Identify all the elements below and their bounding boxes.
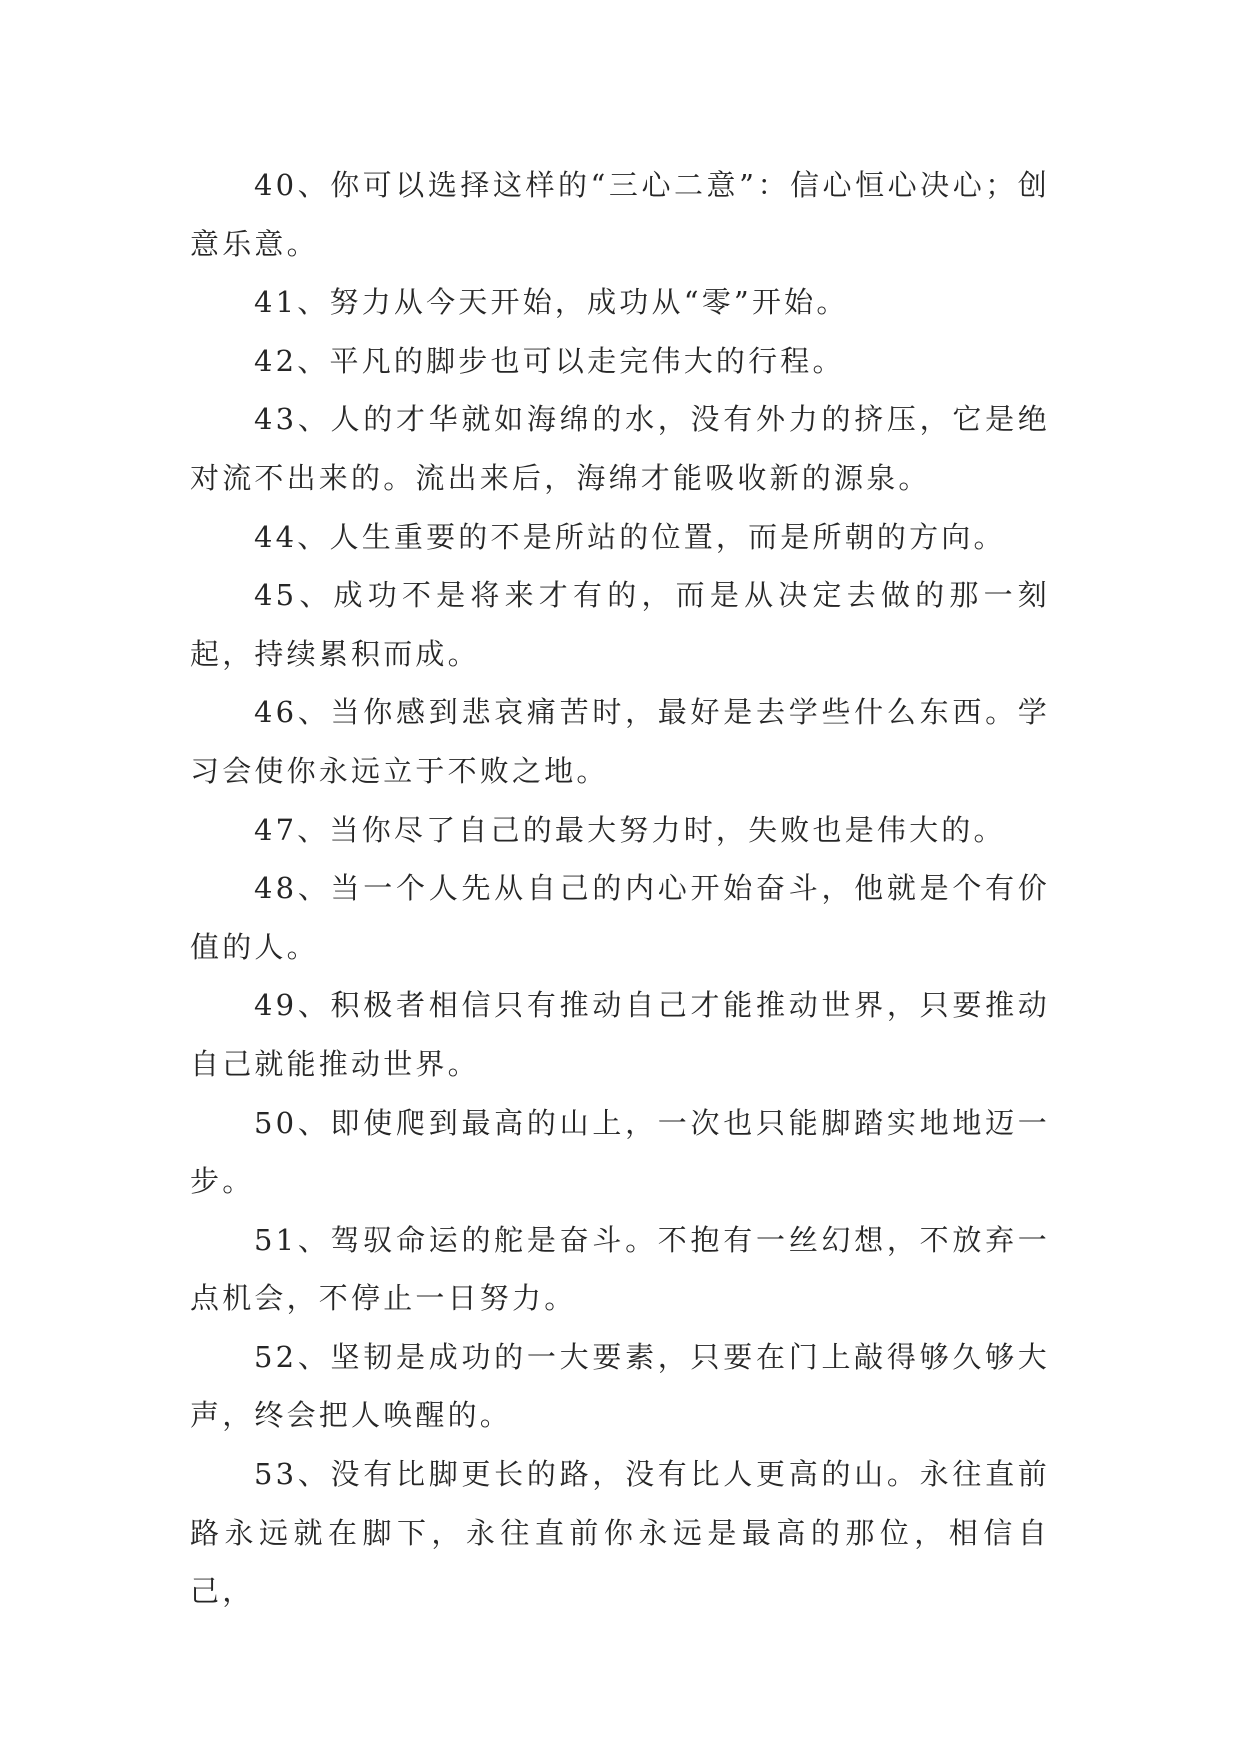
quote-paragraph-40: 40、你可以选择这样的“三心二意”：信心恒心决心；创意乐意。: [190, 168, 1050, 261]
quote-paragraph-52: 52、坚韧是成功的一大要素，只要在门上敲得够久够大声，终会把人唤醒的。: [190, 1339, 1050, 1433]
quote-paragraph-46: 46、当你感到悲哀痛苦时，最好是去学些什么东西。学习会使你永远立于不败之地。: [190, 695, 1050, 788]
document-body: [190, 156, 1050, 1621]
quote-paragraph-51: 51、驾驭命运的舵是奋斗。不抱有一丝幻想，不放弃一点机会，不停止一日努力。: [190, 1222, 1050, 1316]
quote-paragraph-49: 49、积极者相信只有推动自己才能推动世界，只要推动自己就能推动世界。: [190, 988, 1050, 1081]
quote-paragraph-42: 42、平凡的脚步也可以走完伟大的行程。: [254, 343, 845, 378]
quote-paragraph-53: 53、没有比脚更长的路，没有比人更高的山。永往直前路永远就在脚下，永往直前你永远是最高的那位，相信自己，: [190, 1457, 1050, 1609]
quote-paragraph-47: 47、当你尽了自己的最大努力时，失败也是伟大的。: [254, 812, 1006, 847]
quote-paragraph-48: 48、当一个人先从自己的内心开始奋斗，他就是个有价值的人。: [190, 871, 1050, 964]
quote-paragraph-45: 45、成功不是将来才有的，而是从决定去做的那一刻起，持续累积而成。: [190, 578, 1050, 671]
quote-paragraph-50: 50、即使爬到最高的山上，一次也只能脚踏实地地迈一步。: [190, 1105, 1050, 1199]
quote-paragraph-41: 41、努力从今天开始，成功从“零”开始。: [254, 285, 849, 320]
quote-paragraph-44: 44、人生重要的不是所站的位置，而是所朝的方向。: [254, 519, 1006, 554]
quote-paragraph-43: 43、人的才华就如海绵的水，没有外力的挤压，它是绝对流不出来的。流出来后，海绵才能吸收新的源泉。: [190, 402, 1050, 495]
